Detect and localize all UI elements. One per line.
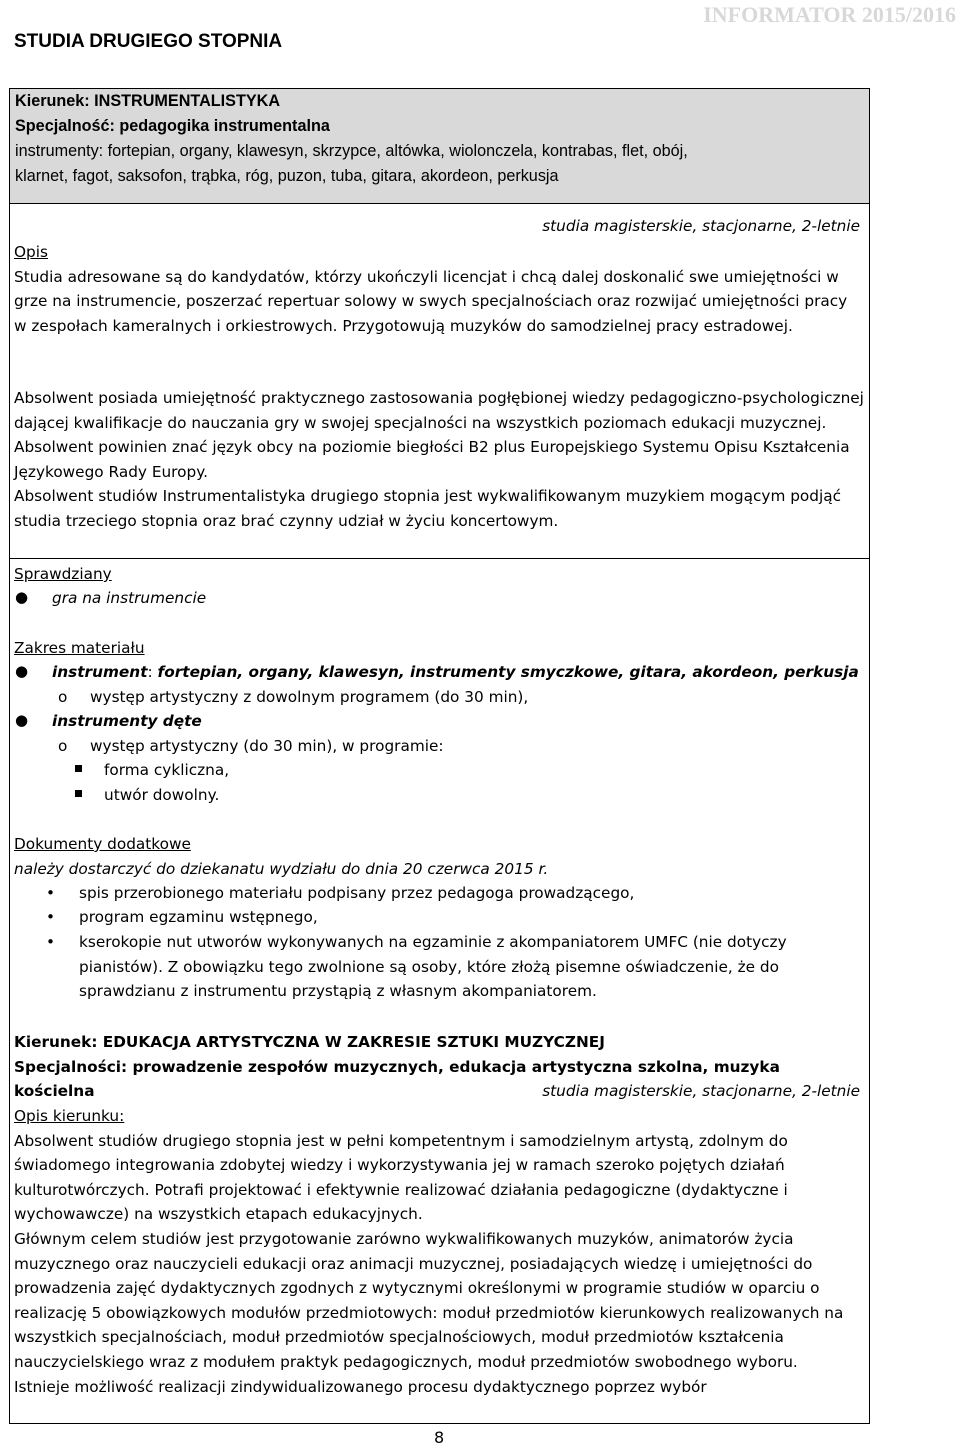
sprawdziany-heading: Sprawdziany [14, 565, 112, 583]
edukacja-opis-text-1: Absolwent studiów drugiego stopnia jest w pełni kompetentnym i samodzielnym artystą, zdolnym do świadomego integrowania zdobytej wiedzy i wykorzystywania jej w ramach szeroko pojętych działań kulturotwórczych. Potrafi projektować i efektywnie realizować działania pedagogiczne (dydaktyczne i wychowawcze) na wszystkich etapach edukacyjnych. [14, 1131, 788, 1224]
zakres-item-1-label: instrument [52, 663, 148, 681]
dokumenty-note: należy dostarczyć do dziekanatu wydziału do dnia 20 czerwca 2015 r. [14, 859, 549, 878]
bullet-icon: ● [15, 711, 29, 729]
edukacja-opis-text-3: Istnieje możliwość realizacji zindywidualizowanego procesu dydaktycznego poprzez wybór [14, 1377, 707, 1396]
zakres-item-2-sub: występ artystyczny (do 30 min), w programie: [90, 737, 444, 755]
edukacja-opis [14, 1104, 864, 1399]
edukacja-opis-heading: Opis kierunku: [14, 1107, 125, 1125]
bullet-icon: • [46, 884, 56, 902]
circle-bullet-icon: o [58, 737, 68, 755]
zakres-item-2-sub-a: forma cykliczna, [104, 761, 230, 779]
edukacja-kierunek: Kierunek: EDUKACJA ARTYSTYCZNA W ZAKRESIE SZTUKI MUZYCZNEJ [14, 1033, 605, 1051]
program-header-box [9, 88, 870, 204]
circle-bullet-icon: o [58, 688, 68, 706]
informator-header: INFORMATOR 2015/2016 [703, 2, 956, 27]
zakres-item-1-sub: występ artystyczny z dowolnym programem (do 30 min), [90, 688, 529, 706]
bullet-icon: ● [15, 662, 29, 680]
page-number: 8 [434, 1428, 445, 1447]
opis-section [14, 240, 864, 338]
absolwent-text-2: Absolwent studiów Instrumentalistyka drugiego stopnia jest wykwalifikowanym muzykiem mogącym podjąć studia trzeciego stopnia oraz brać czynny udział w życiu koncertowym. [14, 487, 842, 530]
instruments-line-1: instrumenty: fortepian, organy, klawesyn, skrzypce, altówka, wiolonczela, kontrabas, flet, obój, [15, 142, 688, 160]
absolwent-section [14, 386, 864, 534]
edukacja-specjalnosci: Specjalności: prowadzenie zespołów muzycznych, edukacja artystyczna szkolna, muzyka kościelna [14, 1057, 780, 1101]
bullet-icon: • [46, 908, 56, 926]
opis-heading: Opis [14, 243, 48, 261]
square-bullet-icon [75, 765, 82, 772]
dokumenty-item-2: program egzaminu wstępnego, [79, 908, 318, 926]
zakres-item-2-sub-b: utwór dowolny. [104, 786, 220, 804]
bullet-icon: • [46, 933, 56, 951]
zakres-item-1 [52, 660, 862, 685]
kierunek-label: Kierunek: INSTRUMENTALISTYKA [15, 92, 281, 110]
absolwent-text-1: Absolwent posiada umiejętność praktycznego zastosowania pogłębionej wiedzy pedagogiczno-psychologicznej dającej kwalifikacje do nauczania gry w swojej specjalności na wszystkich poziomach edukacji muzycznej. Absolwent powinien znać język obcy na poziomie biegłości B2 plus Europejskiego Systemu Opisu Kształcenia Językowego Rady Europy. [14, 389, 864, 481]
instruments-line-2: klarnet, fagot, saksofon, trąbka, róg, puzon, tuba, gitara, akordeon, perkusja [15, 167, 559, 185]
page-title: STUDIA DRUGIEGO STOPNIA [14, 31, 283, 52]
dokumenty-item-1: spis przerobionego materiału podpisany przez pedagoga prowadzącego, [79, 884, 635, 902]
dokumenty-section [14, 832, 864, 881]
sprawdziany-item: gra na instrumencie [52, 589, 207, 607]
zakres-item-2: instrumenty dęte [52, 712, 202, 730]
edukacja-study-mode: studia magisterskie, stacjonarne, 2-letnie [542, 1082, 860, 1100]
edukacja-opis-text-2: Głównym celem studiów jest przygotowanie zarówno wykwalifikowanych muzyków, animatorów życia muzycznego oraz nauczycieli edukacji oraz animacji muzycznej, posiadających wiedzę i umiejętności do prowadzenia zajęć dydaktycznych zgodnych z wytycznymi określonymi w programie studiów w oparciu o realizację 5 obowiązkowych modułów przedmiotowych: moduł przedmiotów kierunkowych realizowanych na wszystkich specjalnościach, moduł przedmiotów specjalnościowych, moduł przedmiotów kształcenia nauczycielskiego wraz z modułem praktyk pedagogicznych, moduł przedmiotów swobodnego wyboru. [14, 1229, 844, 1371]
zakres-item-1-colon: : [147, 663, 158, 681]
opis-text: Studia adresowane są do kandydatów, którzy ukończyli licencjat i chcą dalej doskonalić swe umiejętności w grze na instrumencie, poszerzać repertuar solowy w swych specjalnościach oraz rozwijać umiejętności pracy w zespołach kameralnych i orkiestrowych. Przygotowują muzyków do samodzielnej pracy estradowej. [14, 267, 848, 335]
study-mode: studia magisterskie, stacjonarne, 2-letnie [542, 217, 860, 235]
square-bullet-icon [75, 790, 82, 797]
bullet-icon: ● [15, 588, 29, 606]
dokumenty-item-3: kserokopie nut utworów wykonywanych na egzaminie z akompaniatorem UMFC (nie dotyczy pianistów). Z obowiązku tego zwolnione są osoby, które złożą pisemne oświadczenie, że do sprawdzianu z instrumentu przystąpią z własnym akompaniatorem. [79, 933, 787, 1001]
specjalnosc-label: Specjalność: pedagogika instrumentalna [15, 117, 330, 135]
zakres-heading: Zakres materiału [14, 639, 145, 657]
sprawdziany-section [14, 562, 864, 587]
dokumenty-heading: Dokumenty dodatkowe [14, 835, 191, 853]
zakres-item-1-list: fortepian, organy, klawesyn, instrumenty smyczkowe, gitara, akordeon, perkusja [157, 663, 859, 681]
zakres-section [14, 636, 864, 661]
